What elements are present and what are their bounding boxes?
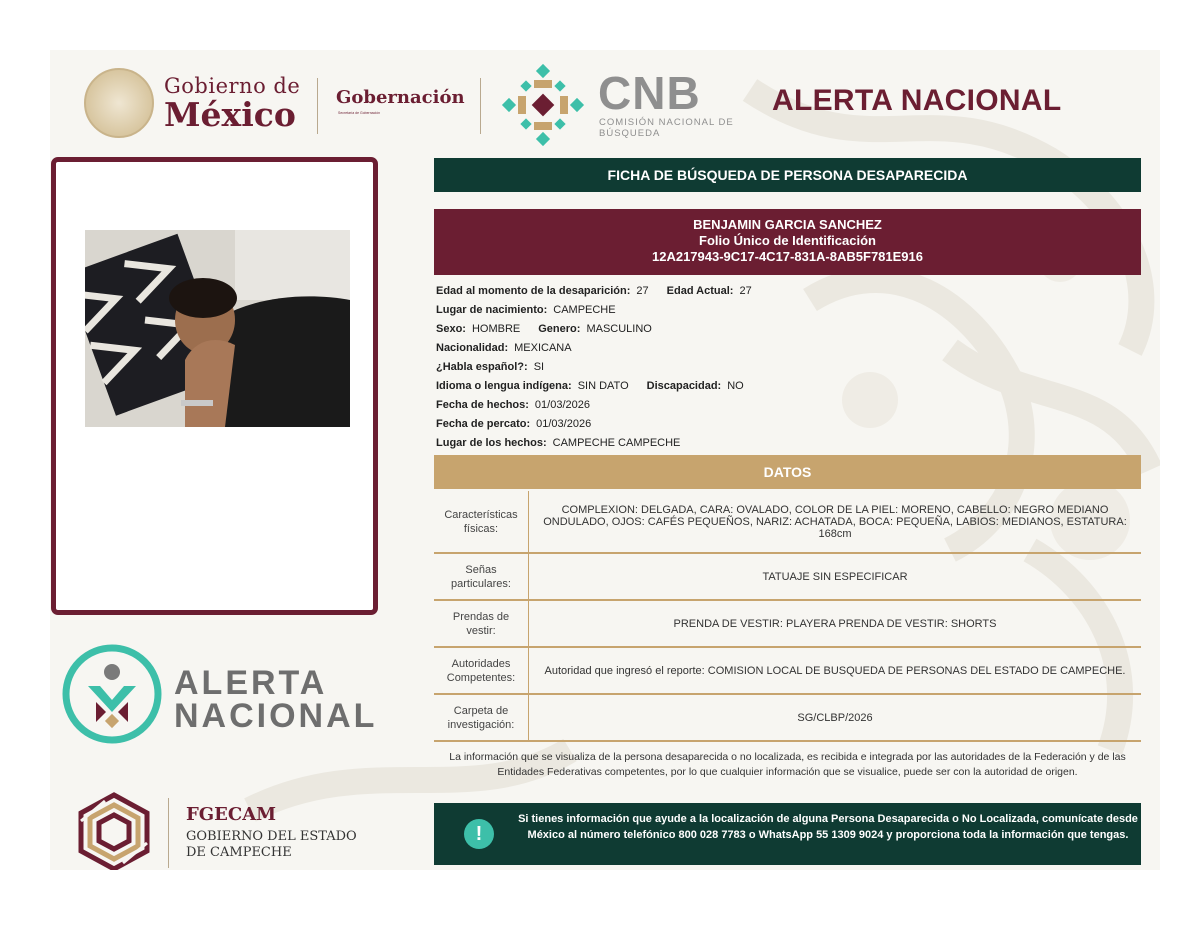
datos-title: DATOS bbox=[434, 455, 1141, 489]
table-row bbox=[434, 553, 1141, 600]
genero-label: Genero: bbox=[538, 323, 581, 335]
nacionalidad-label: Nacionalidad: bbox=[436, 342, 509, 354]
header-divider bbox=[317, 78, 318, 134]
info-row-sexo bbox=[436, 323, 652, 335]
alerta-logo-line1: ALERTA bbox=[174, 664, 328, 702]
cnb-full-name: COMISIÓN NACIONAL DE BÚSQUEDA bbox=[599, 117, 734, 139]
exclamation-icon: ! bbox=[464, 819, 494, 849]
senas-value: TATUAJE SIN ESPECIFICAR bbox=[529, 553, 1142, 600]
gobierno-line2: México bbox=[164, 94, 296, 134]
info-row-fecha-hechos bbox=[436, 399, 590, 411]
discapacidad-label: Discapacidad: bbox=[646, 380, 722, 392]
folio-value: 12A217943-9C17-4C17-831A-8AB5F781E916 bbox=[651, 249, 923, 264]
info-row-idioma bbox=[436, 380, 744, 392]
gobierno-line1: Gobierno de bbox=[164, 73, 301, 98]
fgecam-name: FGECAM bbox=[186, 804, 277, 825]
fecha-hechos-label: Fecha de hechos: bbox=[436, 399, 529, 411]
carpeta-label: Carpeta de investigación: bbox=[434, 694, 529, 741]
fgecam-line2: DE CAMPECHE bbox=[186, 845, 292, 860]
lugar-hechos-value: CAMPECHE CAMPECHE bbox=[552, 437, 681, 449]
header-divider bbox=[480, 78, 481, 134]
senas-label: Señas particulares: bbox=[434, 553, 529, 600]
cnb-abbreviation: CNB bbox=[598, 67, 701, 119]
habla-espanol-value: SI bbox=[533, 361, 545, 373]
carpeta-value: SG/CLBP/2026 bbox=[529, 694, 1142, 741]
disclaimer-text: La información que se visualiza de la persona desaparecida o no localizada, es recibida e integrada por las autoridades de la Federación y de las Entidades Federativas competentes, por lo que cualquier información que se visualice, puede ser con la autoridad de origen. bbox=[449, 751, 1126, 778]
edad-desaparicion-label: Edad al momento de la desaparición: bbox=[436, 285, 631, 297]
gobierno-mexico-logo bbox=[84, 68, 300, 138]
fgecam-divider bbox=[168, 798, 169, 868]
caracteristicas-label: Características físicas: bbox=[434, 491, 529, 553]
ficha-title: FICHA DE BÚSQUEDA DE PERSONA DESAPARECIDA bbox=[434, 158, 1141, 192]
alerta-logo-line2: NACIONAL bbox=[174, 697, 378, 735]
idioma-value: SIN DATO bbox=[577, 380, 629, 392]
gobernacion-subtitle: Secretaría de Gobernación bbox=[338, 111, 381, 115]
sexo-value: HOMBRE bbox=[471, 323, 521, 335]
autoridades-label: Autoridades Competentes: bbox=[434, 647, 529, 694]
info-row-nacionalidad bbox=[436, 342, 572, 354]
cnb-emblem-icon bbox=[498, 60, 588, 150]
sexo-label: Sexo: bbox=[436, 323, 466, 335]
national-seal-icon bbox=[84, 68, 154, 138]
discapacidad-value: NO bbox=[727, 380, 744, 392]
edad-actual-value: 27 bbox=[739, 285, 752, 297]
genero-value: MASCULINO bbox=[586, 323, 652, 335]
folio-label: Folio Único de Identificación bbox=[699, 233, 876, 248]
info-row-edad bbox=[436, 285, 752, 297]
fgecam-line1: GOBIERNO DEL ESTADO bbox=[186, 829, 357, 844]
person-identity-box bbox=[434, 209, 1141, 275]
alerta-nacional-emblem-icon bbox=[60, 642, 164, 746]
person-name: BENJAMIN GARCIA SANCHEZ bbox=[693, 217, 882, 232]
table-row bbox=[434, 694, 1141, 741]
gobernacion-logo: Gobernación bbox=[336, 87, 465, 108]
info-row-habla bbox=[436, 361, 544, 373]
search-poster bbox=[50, 50, 1160, 870]
fecha-percato-value: 01/03/2026 bbox=[536, 418, 592, 430]
photo-frame bbox=[51, 157, 378, 615]
edad-desaparicion-value: 27 bbox=[636, 285, 649, 297]
fecha-percato-label: Fecha de percato: bbox=[436, 418, 531, 430]
table-row bbox=[434, 491, 1141, 553]
lugar-hechos-label: Lugar de los hechos: bbox=[436, 437, 547, 449]
contact-text: Si tienes información que ayude a la localización de alguna Persona Desaparecida o No Localizada, comunícate desde México al número telefónico 800 028 7783 o WhatsApp 55 1309 9024 y proporciona toda la información que tengas. bbox=[518, 813, 1138, 841]
caracteristicas-value: COMPLEXION: DELGADA, CARA: OVALADO, COLOR DE LA PIEL: MORENO, CABELLO: NEGRO MEDIANO ONDULADO, OJOS: CAFÉS PEQUEÑOS, NARIZ: ACHATADA, BOCA: PEQUEÑA, LABIOS: MEDIANOS, ESTATURA: 168cm bbox=[529, 491, 1142, 553]
alerta-nacional-title: ALERTA NACIONAL bbox=[772, 84, 1062, 117]
missing-person-photo bbox=[85, 230, 350, 427]
datos-table bbox=[434, 491, 1141, 742]
info-row-lugar-hechos bbox=[436, 437, 680, 449]
edad-actual-label: Edad Actual: bbox=[666, 285, 734, 297]
info-row-fecha-percato bbox=[436, 418, 591, 430]
lugar-nacimiento-label: Lugar de nacimiento: bbox=[436, 304, 548, 316]
autoridades-value: Autoridad que ingresó el reporte: COMISION LOCAL DE BUSQUEDA DE PERSONAS DEL ESTADO DE CAMPECHE. bbox=[529, 647, 1142, 694]
contact-banner bbox=[434, 803, 1141, 865]
table-row bbox=[434, 600, 1141, 647]
prendas-label: Prendas de vestir: bbox=[434, 600, 529, 647]
idioma-label: Idioma o lengua indígena: bbox=[436, 380, 572, 392]
nacionalidad-value: MEXICANA bbox=[514, 342, 572, 354]
fecha-hechos-value: 01/03/2026 bbox=[534, 399, 590, 411]
prendas-value: PRENDA DE VESTIR: PLAYERA PRENDA DE VESTIR: SHORTS bbox=[529, 600, 1142, 647]
info-row-nacimiento bbox=[436, 304, 616, 316]
table-row bbox=[434, 647, 1141, 694]
lugar-nacimiento-value: CAMPECHE bbox=[553, 304, 616, 316]
habla-espanol-label: ¿Habla español?: bbox=[436, 361, 528, 373]
fgecam-emblem-icon bbox=[75, 791, 153, 870]
